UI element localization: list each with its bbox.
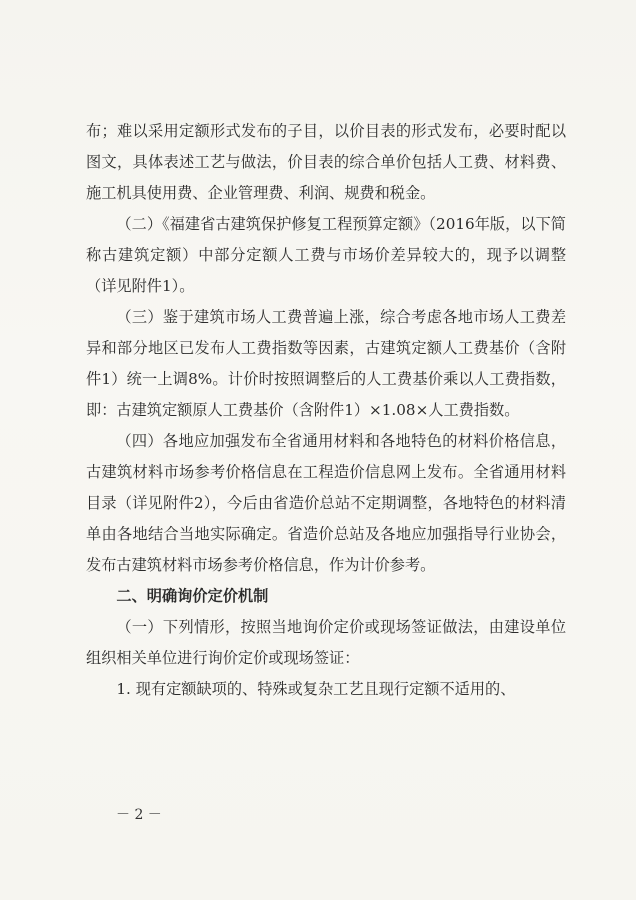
paragraph-item-4: （四）各地应加强发布全省通用材料和各地特色的材料价格信息，古建筑材料市场参考价格信息在工程造价信息网上发布。全省通用材料目录（详见附件2），今后由省造价总站不定期调整，各地特色的材料清单由各地结合当地实际确定。省造价总站及各地应加强指导行业协会，发布古建筑材料市场参考价格信息，作为计价参考。 xyxy=(86,432,566,574)
paragraph-item-2: （二）《福建省古建筑保护修复工程预算定额》（2016年版，以下简称古建筑定额）中部分定额人工费与市场价差异较大的，现予以调整（详见附件1）。 xyxy=(86,215,566,295)
paragraph-item-3: （三）鉴于建筑市场人工费普遍上涨，综合考虑各地市场人工费差异和部分地区已发布人工费指数等因素，古建筑定额人工费基价（含附件1）统一上调8%。计价时按照调整后的人工费基价乘以人工费指数，即：古建筑定额原人工费基价（含附件1）×1.08×人工费指数。 xyxy=(86,308,566,419)
paragraph-continuation: 布；难以采用定额形式发布的子目，以价目表的形式发布，必要时配以图文，具体表述工艺与做法，价目表的综合单价包括人工费、材料费、施工机具使用费、企业管理费、利润、规费和税金。 xyxy=(86,122,566,202)
paragraph-list-item-1: 1. 现有定额缺项的、特殊或复杂工艺且现行定额不适用的、 xyxy=(116,680,516,698)
page-number: － 2 － xyxy=(116,807,162,823)
section-heading: 二、明确询价定价机制 xyxy=(116,587,269,605)
paragraph-subitem-1: （一）下列情形，按照当地询价定价或现场签证做法，由建设单位组织相关单位进行询价定价或现场签证： xyxy=(86,618,566,667)
document-body xyxy=(86,116,566,705)
